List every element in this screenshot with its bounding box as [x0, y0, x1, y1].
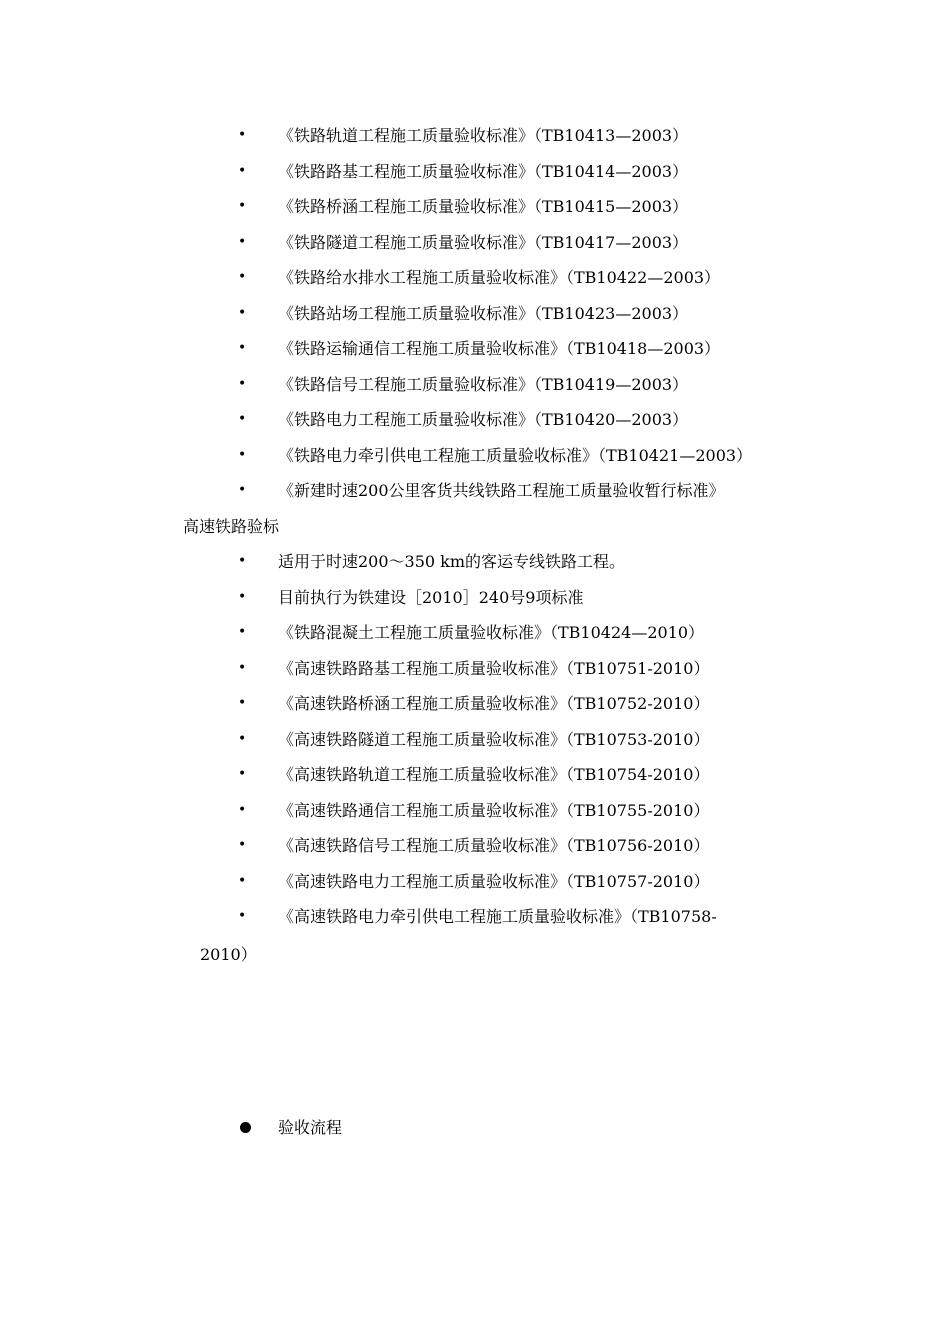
bullet-icon: •	[238, 588, 247, 605]
bullet-dot-icon	[240, 1122, 251, 1133]
list-item-text: 《高速铁路电力工程施工质量验收标准》（TB10757-2010）	[278, 871, 710, 891]
bullet-icon: •	[238, 837, 247, 853]
list-item-text: 《铁路信号工程施工质量验收标准》（TB10419—2003）	[278, 374, 689, 394]
list-item-continuation: 2010）	[200, 945, 257, 964]
list-item-text: 《新建时速200公里客货共线铁路工程施工质量验收暂行标准》	[278, 481, 725, 500]
bullet-icon: •	[238, 304, 247, 321]
list-item	[0, 473, 950, 509]
bullet-icon: •	[238, 766, 247, 782]
bullet-icon: •	[238, 872, 247, 889]
list-item-text: 目前执行为铁建设［2010］240号9项标准	[278, 587, 584, 607]
high-speed-standards-list	[0, 544, 950, 935]
list-item	[0, 899, 950, 935]
list-item-text: 《铁路路基工程施工质量验收标准》（TB10414—2003）	[278, 161, 689, 181]
bullet-icon: •	[238, 624, 247, 640]
list-item	[0, 154, 950, 190]
list-item-text: 《铁路站场工程施工质量验收标准》（TB10423—2003）	[278, 303, 689, 323]
list-item-text: 《高速铁路路基工程施工质量验收标准》（TB10751-2010）	[278, 658, 710, 678]
bullet-icon: •	[238, 730, 247, 747]
list-item	[0, 580, 950, 616]
list-item-text: 《高速铁路电力牵引供电工程施工质量验收标准》（TB10758-	[278, 907, 717, 926]
list-item	[0, 296, 950, 332]
list-item	[0, 686, 950, 722]
railway-standards-list	[0, 118, 950, 509]
bullet-icon: •	[238, 198, 247, 214]
list-item	[0, 331, 950, 367]
list-item	[0, 793, 950, 829]
list-item-text: 《铁路混凝土工程施工质量验收标准》（TB10424—2010）	[278, 623, 705, 642]
list-item-text: 适用于时速200～350 km的客运专线铁路工程。	[278, 552, 626, 571]
bullet-icon: •	[238, 269, 247, 285]
list-item	[0, 864, 950, 900]
list-item	[0, 722, 950, 758]
list-item-text: 《高速铁路隧道工程施工质量验收标准》（TB10753-2010）	[278, 729, 710, 749]
list-item	[0, 438, 950, 474]
acceptance-process-item: 验收流程	[278, 1118, 343, 1137]
list-item	[0, 615, 950, 651]
list-item-text: 《铁路轨道工程施工质量验收标准》（TB10413—2003）	[278, 126, 689, 145]
list-item-text: 《铁路电力工程施工质量验收标准》（TB10420—2003）	[278, 410, 689, 429]
bullet-icon: •	[238, 340, 247, 356]
bullet-icon: •	[238, 482, 247, 498]
bullet-icon: •	[238, 375, 247, 392]
bullet-icon: •	[238, 233, 247, 250]
list-item-text: 《高速铁路轨道工程施工质量验收标准》（TB10754-2010）	[278, 765, 710, 784]
list-item-text: 《高速铁路通信工程施工质量验收标准》（TB10755-2010）	[278, 800, 710, 820]
list-item-text: 《铁路隧道工程施工质量验收标准》（TB10417—2003）	[278, 232, 689, 252]
list-item	[0, 118, 950, 154]
list-item-text: 《高速铁路桥涵工程施工质量验收标准》（TB10752-2010）	[278, 694, 710, 713]
list-item-text: 《高速铁路信号工程施工质量验收标准》（TB10756-2010）	[278, 836, 710, 855]
list-item	[0, 828, 950, 864]
bullet-icon: •	[238, 553, 247, 569]
list-item	[0, 189, 950, 225]
list-item-text: 《铁路桥涵工程施工质量验收标准》（TB10415—2003）	[278, 197, 689, 216]
list-item	[0, 757, 950, 793]
list-item	[0, 260, 950, 296]
section-heading: 高速铁路验标	[183, 517, 280, 536]
bullet-icon: •	[238, 695, 247, 711]
list-item	[0, 225, 950, 261]
list-item	[0, 544, 950, 580]
list-item	[0, 651, 950, 687]
bullet-icon: •	[238, 411, 247, 427]
list-item	[0, 367, 950, 403]
bullet-icon: •	[238, 801, 247, 818]
bullet-icon: •	[238, 659, 247, 676]
list-item	[0, 402, 950, 438]
list-item-text: 《铁路给水排水工程施工质量验收标准》（TB10422—2003）	[278, 268, 721, 287]
bullet-icon: •	[238, 127, 247, 143]
list-item-text: 《铁路运输通信工程施工质量验收标准》（TB10418—2003）	[278, 339, 721, 358]
bullet-icon: •	[238, 446, 247, 463]
bullet-icon: •	[238, 908, 247, 924]
bullet-icon: •	[238, 162, 247, 179]
list-item-text: 《铁路电力牵引供电工程施工质量验收标准》（TB10421—2003）	[278, 445, 753, 465]
